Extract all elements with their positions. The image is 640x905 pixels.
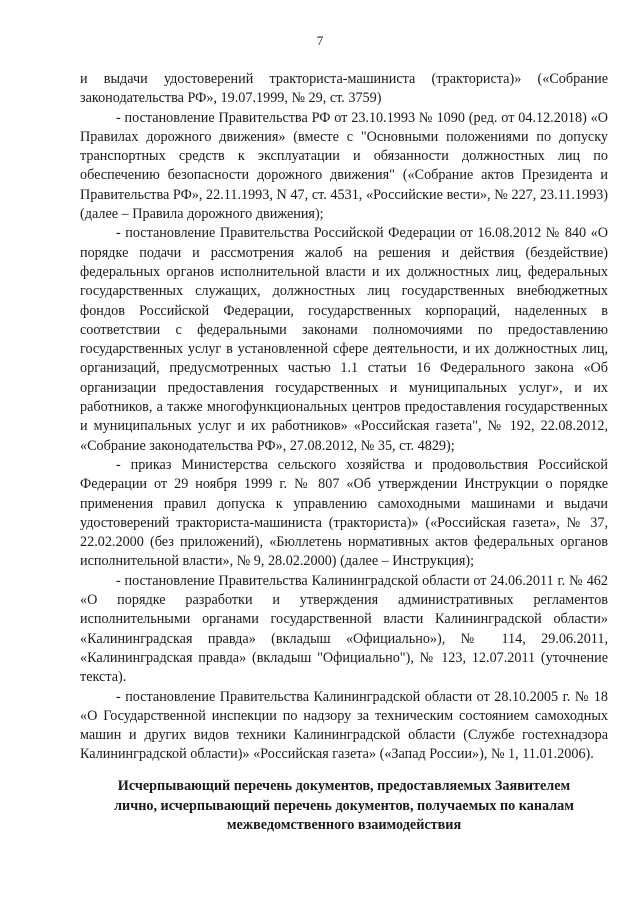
section-heading-line-1: Исчерпывающий перечень документов, предоставляемых Заявителем <box>117 778 571 794</box>
section-heading <box>80 777 608 836</box>
paragraph-continuation: и выдачи удостоверений тракториста-машиниста (тракториста)» («Собрание законодательства РФ», 19.07.1999, № 29, ст. 3759) <box>80 71 608 107</box>
paragraph-ministry-order: - приказ Министерства сельского хозяйства и продовольствия Российской Федерации от 29 ноября 1999 г. № 807 «Об утверждении Инструкции о порядке применения правил допуска к управлению самоходными машинами и выдачи удостоверений тракториста-машиниста (тракториста)» («Российская газета», № 37, 22.02.2000 (без приложений), «Бюллетень нормативных актов федеральных органов исполнительной власти», № 9, 28.02.2000) (далее – Инструкция); <box>80 456 608 570</box>
document-body <box>80 70 608 765</box>
page-number: 7 <box>316 33 324 48</box>
paragraph-complaints-decree: - постановление Правительства Российской Федерации от 16.08.2012 № 840 «О порядке подачи и рассмотрения жалоб на решения и действия (бездействие) федеральных органов исполнительной власти и их должностных лиц, федеральных государственных служащих, должностных лиц государственных внебюджетных фондов Российской Федерации, государственных корпораций, наделенных в соответствии с федеральными законами полномочиями по предоставлению государственных услуг в установленной сфере деятельности, и их должностных лиц, организаций, предусмотренных частью 1.1 статьи 16 Федерального закона «Об организации предоставления государственных и муниципальных услуг», и их работников, а также многофункциональных центров предоставления государственных и муниципальных услуг и их работников» «Российская газета", № 192, 22.08.2012, «Собрание законодательства РФ», 27.08.2012, № 35, ст. 4829); <box>80 225 608 454</box>
paragraph-regional-regulations: - постановление Правительства Калининградской области от 24.06.2011 г. № 462 «О порядке разработки и утверждения административных регламентов исполнительными органами государственной власти Калининградской области» «Калининградская правда» (вкладыш «Официально»), № 114, 29.06.2011, «Калининградская правда» (вкладыш "Официально"), № 123, 12.07.2011 (уточнение текста). <box>80 572 608 686</box>
section-heading-line-2: лично, исчерпывающий перечень документов, получаемых по каналам <box>114 797 574 814</box>
section-heading-line-3: межведомственного взаимодействия <box>226 817 462 833</box>
paragraph-traffic-rules: - постановление Правительства РФ от 23.10.1993 № 1090 (ред. от 04.12.2018) «О Правилах дорожного движения» (вместе с "Основными положениями по допуску транспортных средств к эксплуатации и обязанности должностных лиц по обеспечению безопасности дорожного движения" («Собрание актов Президента и Правительства РФ», 22.11.1993, N 47, ст. 4531, «Российские вести», № 227, 23.11.1993) (далее – Правила дорожного движения); <box>80 109 608 223</box>
paragraph-state-inspection: - постановление Правительства Калининградской области от 28.10.2005 г. № 18 «О Государственной инспекции по надзору за техническим состоянием самоходных машин и других видов техники Калининградской области (Службе гостехнадзора Калининградской области)» «Российская газета» («Запад России»), № 1, 11.01.2006). <box>80 688 608 763</box>
